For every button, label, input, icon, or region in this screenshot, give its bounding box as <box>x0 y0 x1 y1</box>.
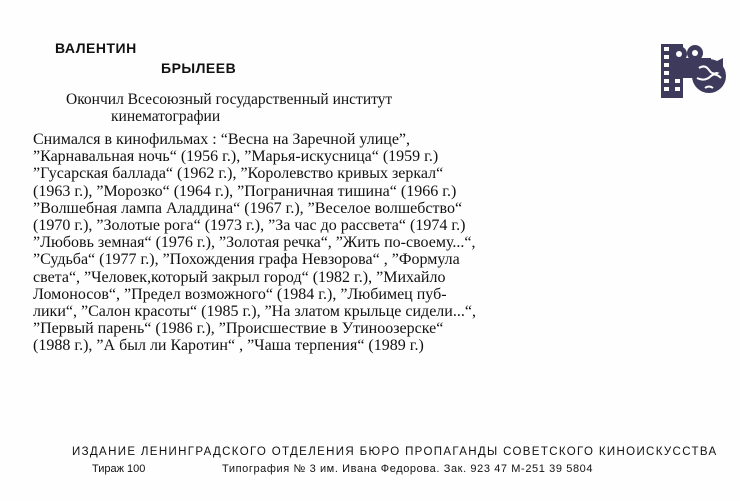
education-text <box>66 91 426 125</box>
filmography-line: лики“, ”Салон красоты“ (1985 г.), ”На златом крыльце сидели...“, <box>33 303 476 321</box>
education-line: Окончил Всесоюзный государственный институт <box>66 91 393 108</box>
filmography-line: ”Карнавальная ночь“ (1956 г.), ”Марья-искусница“ (1959 г.) <box>33 148 439 166</box>
filmography-line: Ломоносов“, ”Предел возможного“ (1984 г.), ”Любимец пуб- <box>33 285 447 303</box>
imprint-line <box>92 463 594 475</box>
filmography-line: (1963 г.), ”Морозко“ (1964 г.), ”Пограничная тишина“ (1966 г.) <box>33 182 457 200</box>
filmography-line: (1988 г.), ”А был ли Каротин“ , ”Чаша терпения“ (1989 г.) <box>33 337 424 355</box>
filmography-text <box>33 131 593 355</box>
filmography-line: ”Гусарская баллада“ (1962 г.), ”Королевство кривых зеркал“ <box>33 165 444 183</box>
filmography-line: Снимался в кинофильмах : “Весна на Заречной улице”, <box>33 131 411 148</box>
actor-first-name: ВАЛЕНТИН <box>55 40 137 56</box>
print-run: Тираж 100 <box>92 463 146 475</box>
education-line: кинематографии <box>111 108 221 125</box>
filmography-line: ”Любовь земная“ (1976 г.), ”Золотая речка“, ”Жить по-своему...“, <box>33 234 476 252</box>
printing-info: Типография № 3 им. Ивана Федорова. Зак. 923 47 М-251 39 5804 <box>222 463 594 475</box>
filmography-line: света“, ”Человек,который закрыл город“ (1982 г.), ”Михайло <box>33 268 446 286</box>
filmography-line: ”Судьба“ (1977 г.), ”Похождения графа Невзорова“ , ”Формула <box>33 251 460 269</box>
film-camera-globe-icon <box>661 44 727 98</box>
filmography-line: (1970 г.), ”Золотые рога“ (1973 г.), ”За час до рассвета“ (1974 г.) <box>33 217 466 235</box>
filmography-line: ”Волшебная лампа Аладдина“ (1967 г.), ”Веселое волшебство“ <box>33 199 463 217</box>
filmography-line: ”Первый парень“ (1986 г.), ”Происшествие в Утиноозерске“ <box>33 320 444 338</box>
actor-last-name: БРЫЛЕЕВ <box>161 60 237 76</box>
publisher-line: ИЗДАНИЕ ЛЕНИНГРАДСКОГО ОТДЕЛЕНИЯ БЮРО ПРОПАГАНДЫ СОВЕТСКОГО КИНОИСКУССТВА <box>72 446 718 458</box>
